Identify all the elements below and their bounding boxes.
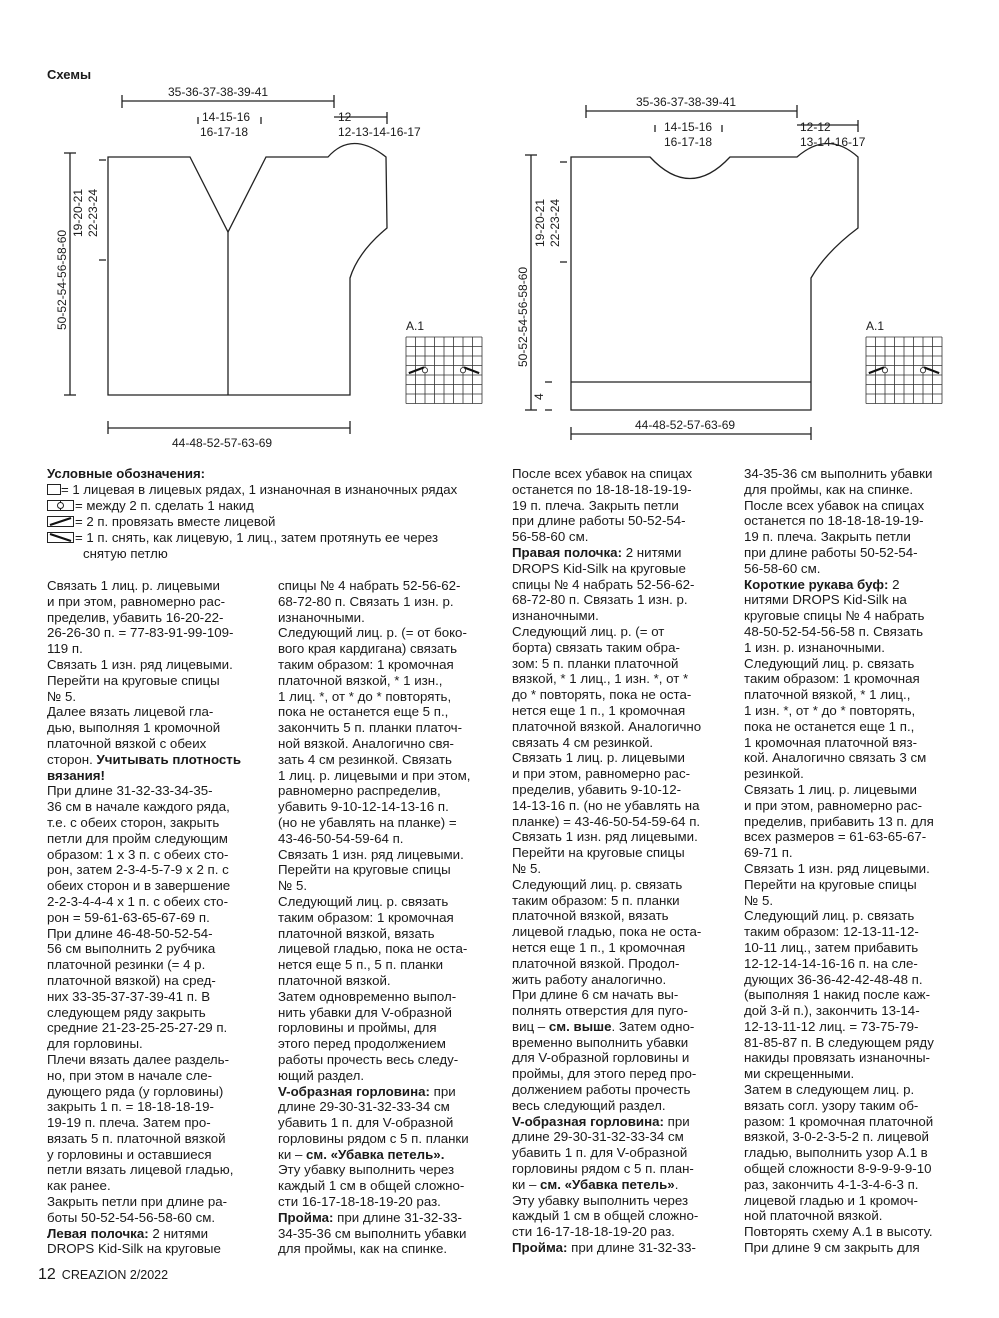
text-line: 48-50-52-54-56-58 п. Связать bbox=[744, 623, 924, 639]
text-line: 12-12-14-14-16-16 п. на сле- bbox=[744, 955, 918, 971]
text-line: 12-13-11-12 лиц. = 73-75-79- bbox=[744, 1018, 919, 1034]
text-line: виц – см. выше. Затем одно- bbox=[512, 1018, 695, 1034]
text-line: Перейти на круговые спицы bbox=[744, 876, 917, 892]
text-line: платочной вязкой, * 1 лиц., bbox=[744, 687, 911, 703]
text-line: спицы № 4 набрать 52-56-62- bbox=[278, 578, 461, 593]
page-number: 12 bbox=[38, 1266, 56, 1283]
yarn-over-icon bbox=[422, 368, 427, 373]
page-footer bbox=[38, 1266, 168, 1284]
yarn-over-icon bbox=[920, 368, 925, 373]
text-line: зать 4 см резинкой. Связать bbox=[278, 751, 452, 767]
text-line: 119 п. bbox=[47, 641, 83, 657]
text-line: круговые спицы № 4 набрать bbox=[744, 608, 925, 624]
text-line: связать 4 см резинкой. bbox=[512, 734, 654, 750]
text-line: нить убавки для V-образной bbox=[278, 1004, 452, 1020]
text-line: 1 изн. р. изнаночными. bbox=[744, 639, 885, 655]
text-line: платочной вязкой. Продол- bbox=[512, 955, 680, 971]
text-line: т.е. с обеих сторон, закрыть bbox=[47, 814, 220, 830]
text-line: для горловины. bbox=[47, 1036, 143, 1052]
text-line: и при этом, равномерно рас- bbox=[47, 593, 226, 609]
cardigan-sleeve-b: 12-13-14-16-17 bbox=[338, 125, 421, 139]
text-line: таким образом: 1 кромочная bbox=[278, 909, 454, 925]
text-line: ной вязкой. Аналогично свя- bbox=[278, 735, 454, 751]
text-line: образом: 1 х 3 п. с обеих сто- bbox=[47, 846, 229, 862]
text-line: Эту убавку выполнить через bbox=[512, 1192, 689, 1208]
text-line: обеих сторон и в завершение bbox=[47, 878, 231, 894]
text-line: сторон. Учитывать плотность bbox=[47, 751, 241, 767]
text-line: сти 16-17-18-18-19-20 раз. bbox=[512, 1224, 675, 1240]
text-line: Связать 1 изн. ряд лицевыми. bbox=[512, 829, 698, 845]
text-line: горловины рядом с 5 п. планки bbox=[278, 1130, 469, 1146]
text-line: 81-85-87 п. В следующем ряду bbox=[744, 1034, 934, 1050]
text-line: рон = 59-61-63-65-67-69 п. bbox=[47, 909, 210, 925]
legend-item: = 1 лицевая в лицевых рядах, 1 изнаночная в изнаночных рядах bbox=[47, 482, 507, 498]
text-line: как ранее. bbox=[47, 1178, 111, 1194]
text-line: горловины и проймы, для bbox=[278, 1020, 437, 1036]
text-line: 19 п. плеча. Закрыть петли bbox=[744, 529, 911, 545]
sweater-sleeve-b: 13-14-16-17 bbox=[800, 135, 866, 149]
text-column-4 bbox=[744, 466, 966, 1256]
text-column-1 bbox=[47, 578, 267, 1257]
text-line: этого перед продолжением bbox=[278, 1036, 446, 1052]
text-line: Затем одновременно выпол- bbox=[278, 988, 457, 1004]
text-line: гладью, выполнить узор А.1 в bbox=[744, 1145, 928, 1161]
legend-item: = между 2 п. сделать 1 накид bbox=[47, 498, 507, 514]
text-line: DROPS Kid-Silk на круговые bbox=[47, 1241, 221, 1257]
text-line: останется по 18-18-18-19-19- bbox=[512, 481, 692, 497]
cardigan-height: 50-52-54-56-58-60 bbox=[55, 229, 69, 330]
text-line: Перейти на круговые спицы bbox=[47, 672, 220, 688]
text-line: закрыть 1 п. = 18-18-18-19- bbox=[47, 1099, 214, 1115]
text-line: 10-11 лиц., затем прибавить bbox=[744, 939, 919, 955]
text-line: кой. Аналогично связать 3 см bbox=[744, 750, 927, 766]
text-line: планке) = 43-46-50-54-59-64 п. bbox=[512, 813, 701, 829]
text-line: борта) связать таким обра- bbox=[512, 639, 680, 655]
text-line: рон, затем 2-3-4-5-7-9 х 2 п. с bbox=[47, 862, 229, 878]
text-column-2 bbox=[278, 578, 500, 1257]
text-line: них 33-35-37-37-39-41 п. В bbox=[47, 988, 211, 1004]
text-line: платочной вязкой. Аналогично bbox=[512, 718, 702, 734]
text-line: 56-58-60 см. bbox=[744, 560, 821, 576]
text-line: для проймы, как на спинке. bbox=[744, 481, 914, 497]
text-line: При длине 9 см закрыть для bbox=[744, 1240, 920, 1256]
text-line: 56-58-60 см. bbox=[512, 529, 589, 545]
text-line: жить работу аналогично. bbox=[512, 971, 667, 987]
text-line: ки – см. «Убавка петель». bbox=[512, 1176, 679, 1192]
text-line: каждый 1 см в общей сложно- bbox=[512, 1208, 699, 1224]
text-column-3 bbox=[512, 466, 734, 1256]
text-line: пределив, убавить 9-10-12- bbox=[512, 781, 682, 797]
text-line: убавить 1 п. для V-образной bbox=[512, 1145, 688, 1161]
text-line: пока не останется еще 1 п., bbox=[744, 718, 915, 734]
legend-item: = 1 п. снять, как лицевую, 1 лиц., затем протянуть ее через снятую петлю bbox=[47, 530, 507, 562]
text-line: Повторять схему А.1 в высоту. bbox=[744, 1224, 933, 1240]
text-line: 19 п. плеча. Закрыть петли bbox=[512, 497, 679, 513]
text-line: нется еще 1 п., 1 кромочная bbox=[512, 702, 686, 718]
text-line: № 5. bbox=[278, 878, 308, 894]
sweater-width-bottom: 44-48-52-57-63-69 bbox=[635, 418, 736, 432]
skp-icon bbox=[47, 532, 75, 543]
text-line: 68-72-80 п. Связать 1 изн. р. bbox=[512, 592, 688, 608]
text-line: при длине работы 50-52-54- bbox=[744, 544, 918, 560]
text-line: платочной резинки (= 4 р. bbox=[47, 957, 206, 973]
text-line: вязкой, * 1 лиц., 1 изн. *, от * bbox=[512, 671, 689, 687]
text-line: средние 21-23-25-25-27-29 п. bbox=[47, 1020, 228, 1036]
text-line: Пройма: при длине 31-32-33- bbox=[512, 1240, 696, 1256]
sweater-outline bbox=[571, 144, 858, 411]
text-line: останется по 18-18-18-19-19- bbox=[744, 513, 924, 529]
text-line: лицевой гладью и 1 кромоч- bbox=[744, 1192, 918, 1208]
knit-square-icon bbox=[47, 484, 61, 495]
cardigan-armhole-b: 22-23-24 bbox=[86, 188, 100, 237]
cardigan-outline bbox=[108, 144, 387, 396]
text-line: После всех убавок на спицах bbox=[512, 466, 693, 481]
text-line: петли для пройм следующим bbox=[47, 830, 228, 846]
cardigan-neck-b: 16-17-18 bbox=[200, 125, 249, 139]
text-line: общей сложности 8-9-9-9-9-10 bbox=[744, 1161, 932, 1177]
chart-a1-sweater bbox=[866, 337, 942, 404]
text-line: работы прочесть весь следу- bbox=[278, 1051, 459, 1067]
text-line: Плечи вязать далее раздель- bbox=[47, 1051, 230, 1067]
text-line: После всех убавок на спицах bbox=[744, 497, 925, 513]
k2tog-icon bbox=[47, 516, 75, 527]
text-line: платочной вязкой, вязать bbox=[512, 908, 669, 924]
text-line: Пройма: при длине 31-32-33- bbox=[278, 1209, 462, 1225]
text-line: вязать согл. узору таким об- bbox=[744, 1097, 919, 1113]
text-line: накиды провязать изнаночны- bbox=[744, 1050, 930, 1066]
text-line: 19-19 п. плеча. Затем про- bbox=[47, 1115, 211, 1131]
cardigan-armhole-a: 19-20-21 bbox=[71, 188, 85, 237]
cardigan-width-top: 35-36-37-38-39-41 bbox=[168, 85, 269, 99]
k2tog-icon bbox=[409, 367, 424, 373]
text-line: горловины рядом с 5 п. план- bbox=[512, 1161, 694, 1177]
text-line: полнять отверстия для пуго- bbox=[512, 1003, 688, 1019]
text-line: Следующий лиц. р. (= от bbox=[512, 623, 665, 639]
text-line: 1 кромочная платочной вяз- bbox=[744, 734, 918, 750]
text-line: 69-71 п. bbox=[744, 845, 793, 861]
cardigan-neck-a: 14-15-16 bbox=[202, 110, 251, 124]
text-line: для V-образной горловины и bbox=[512, 1050, 690, 1066]
text-line: длине 29-30-31-32-33-34 см bbox=[512, 1129, 684, 1145]
text-line: 36 см в начале каждого ряда, bbox=[47, 799, 230, 815]
text-line: должением работы прочесть bbox=[512, 1082, 691, 1098]
text-line: платочной вязкой, вязать bbox=[278, 925, 435, 941]
text-line: V-образная горловина: при bbox=[278, 1083, 456, 1099]
text-line: V-образная горловина: при bbox=[512, 1113, 690, 1129]
text-line: сти 16-17-18-18-19-20 раз. bbox=[278, 1194, 441, 1210]
text-line: дью, выполняя 1 кромочной bbox=[47, 720, 221, 736]
text-line: таким образом: 5 п. планки bbox=[512, 892, 680, 908]
text-line: вязания! bbox=[47, 767, 105, 783]
cardigan-width-bottom: 44-48-52-57-63-69 bbox=[172, 436, 273, 450]
text-line: боты 50-52-54-56-58-60 см. bbox=[47, 1209, 216, 1225]
text-line: для проймы, как на спинке. bbox=[278, 1241, 448, 1257]
text-line: 56 см выполнить 2 рубчика bbox=[47, 941, 216, 957]
magazine-issue: CREAZION 2/2022 bbox=[61, 1268, 169, 1282]
cardigan-sleeve-a: 12 bbox=[338, 110, 352, 124]
text-line: пределив, прибавить 13 п. для bbox=[744, 813, 934, 829]
sweater-armhole-a: 19-20-21 bbox=[533, 198, 547, 247]
text-line: При длине 46-48-50-52-54- bbox=[47, 925, 213, 941]
legend bbox=[47, 466, 507, 562]
text-line: (но не убавлять на планке) = bbox=[278, 814, 457, 830]
text-line: Связать 1 изн. ряд лицевыми. bbox=[744, 860, 930, 876]
text-line: DROPS Kid-Silk на круговые bbox=[512, 560, 686, 576]
text-line: вязать 5 п. платочной вязкой bbox=[47, 1130, 226, 1146]
text-line: таким образом: 1 кромочная bbox=[744, 671, 920, 687]
sweater-width-top: 35-36-37-38-39-41 bbox=[636, 95, 737, 109]
text-line: Связать 1 лиц. р. лицевыми bbox=[744, 781, 917, 797]
text-line: 26-26-30 п. = 77-83-91-99-109- bbox=[47, 625, 234, 641]
text-line: платочной вязкой с обеих bbox=[47, 735, 207, 751]
text-line: нитями DROPS Kid-Silk на bbox=[744, 592, 907, 608]
text-line: таким образом: 12-13-11-12- bbox=[744, 924, 919, 940]
text-line: дой 3-й п.), закончить 13-14- bbox=[744, 1003, 920, 1019]
text-line: 1 лиц. *, от * до * повторять, bbox=[278, 688, 452, 704]
text-line: изнаночными. bbox=[512, 608, 599, 624]
text-line: зом: 5 п. планки платочной bbox=[512, 655, 679, 671]
yarn-over-icon bbox=[882, 368, 887, 373]
text-line: лицевой гладью, пока не оста- bbox=[512, 924, 702, 940]
text-line: ющий раздел. bbox=[278, 1067, 365, 1083]
cardigan-chart-label: A.1 bbox=[406, 319, 425, 333]
text-line: таким образом: 1 кромочная bbox=[278, 656, 454, 672]
skp-icon bbox=[924, 367, 939, 373]
text-line: весь следующий раздел. bbox=[512, 1097, 666, 1113]
text-line: резинкой. bbox=[744, 766, 804, 782]
text-line: Следующий лиц. р. связать bbox=[278, 893, 449, 909]
text-line: При длине 6 см начать вы- bbox=[512, 987, 679, 1003]
text-line: 34-35-36 см выполнить убавки bbox=[278, 1225, 467, 1241]
text-line: спицы № 4 набрать 52-56-62- bbox=[512, 576, 695, 592]
text-line: ми скрещенными. bbox=[744, 1066, 855, 1082]
text-line: временно выполнить убавки bbox=[512, 1034, 689, 1050]
text-line: изнаночными. bbox=[278, 609, 365, 625]
page-heading: Схемы bbox=[47, 67, 92, 82]
text-line: проймы, для этого перед про- bbox=[512, 1066, 697, 1082]
text-line: Перейти на круговые спицы bbox=[512, 845, 685, 861]
legend-title: Условные обозначения: bbox=[47, 466, 206, 481]
text-line: у горловины и оставшиеся bbox=[47, 1146, 212, 1162]
text-line: дующих 36-36-42-42-48-48 п. bbox=[744, 971, 923, 987]
sweater-neck-b: 16-17-18 bbox=[664, 135, 713, 149]
sweater-height: 50-52-54-56-58-60 bbox=[516, 266, 530, 367]
skp-icon bbox=[464, 367, 479, 373]
text-line: нется еще 1 п., 1 кромочная bbox=[512, 939, 686, 955]
text-line: вязкой, 3-0-2-3-5-2 п. лицевой bbox=[744, 1129, 929, 1145]
text-line: убавить 9-10-12-14-13-16 п. bbox=[278, 799, 449, 815]
sweater-armhole-b: 22-23-24 bbox=[548, 198, 562, 247]
text-line: ки – см. «Убавка петель». bbox=[278, 1146, 445, 1162]
text-line: 34-35-36 см выполнить убавки bbox=[744, 466, 933, 481]
text-line: Далее вязать лицевой гла- bbox=[47, 704, 214, 720]
text-line: платочной вязкой) на сред- bbox=[47, 972, 216, 988]
text-line: 1 изн. *, от * до * повторять, bbox=[744, 702, 916, 718]
text-line: Закрыть петли при длине ра- bbox=[47, 1194, 228, 1210]
text-line: 43-46-50-54-59-64 п. bbox=[278, 830, 404, 846]
text-line: Связать 1 лиц. р. лицевыми bbox=[47, 578, 220, 593]
text-line: всех размеров = 61-63-65-67- bbox=[744, 829, 927, 845]
text-line: Эту убавку выполнить через bbox=[278, 1162, 455, 1178]
text-line: № 5. bbox=[47, 688, 77, 704]
text-line: пока не останется еще 5 п., bbox=[278, 704, 449, 720]
text-line: раз, закончить 4-1-3-4-6-3 п. bbox=[744, 1176, 919, 1192]
text-line: каждый 1 см в общей сложно- bbox=[278, 1178, 465, 1194]
text-line: Связать 1 изн. ряд лицевыми. bbox=[47, 656, 233, 672]
text-line: 2-2-3-4-4-4 х 1 п. с обеих сто- bbox=[47, 893, 229, 909]
text-line: № 5. bbox=[512, 860, 542, 876]
text-line: 1 лиц. р. лицевыми и при этом, bbox=[278, 767, 471, 783]
legend-item: = 2 п. провязать вместе лицевой bbox=[47, 514, 507, 530]
sweater-sleeve-a: 12-12 bbox=[800, 120, 831, 134]
text-line: Правая полочка: 2 нитями bbox=[512, 544, 682, 560]
text-line: нется еще 5 п., 5 п. планки bbox=[278, 957, 444, 973]
text-line: При длине 31-32-33-34-35- bbox=[47, 783, 213, 799]
text-line: до * повторять, пока не оста- bbox=[512, 687, 692, 703]
text-line: Связать 1 изн. ряд лицевыми. bbox=[278, 846, 464, 862]
text-line: длине 29-30-31-32-33-34 см bbox=[278, 1099, 450, 1115]
text-line: 14-13-16 п. (но не убавлять на bbox=[512, 797, 700, 813]
k2tog-icon bbox=[869, 367, 884, 373]
sweater-neck-a: 14-15-16 bbox=[664, 120, 713, 134]
text-line: лицевой гладью, пока не оста- bbox=[278, 941, 468, 957]
text-line: (выполняя 1 накид после каж- bbox=[744, 987, 930, 1003]
text-line: убавить 1 п. для V-образной bbox=[278, 1115, 454, 1131]
text-line: но, при этом в начале сле- bbox=[47, 1067, 213, 1083]
text-line: закончить 5 п. планки платоч- bbox=[278, 720, 463, 736]
text-line: равномерно распределив, bbox=[278, 783, 441, 799]
sweater-chart-label: A.1 bbox=[866, 319, 885, 333]
text-line: разом: 1 кромочная платочной bbox=[744, 1113, 934, 1129]
text-line: 68-72-80 п. Связать 1 изн. р. bbox=[278, 593, 454, 609]
chart-a1-cardigan bbox=[406, 337, 482, 404]
text-line: Связать 1 лиц. р. лицевыми bbox=[512, 750, 685, 766]
text-line: Следующий лиц. р. (= от боко- bbox=[278, 625, 467, 641]
text-line: дующего ряда (у горловины) bbox=[47, 1083, 224, 1099]
text-line: Перейти на круговые спицы bbox=[278, 862, 451, 878]
text-line: при длине работы 50-52-54- bbox=[512, 513, 686, 529]
text-line: пределив, убавить 16-20-22- bbox=[47, 609, 224, 625]
yarn-over-icon bbox=[460, 368, 465, 373]
text-line: Следующий лиц. р. связать bbox=[744, 655, 915, 671]
text-line: ной платочной вязкой. bbox=[744, 1208, 883, 1224]
text-line: Следующий лиц. р. связать bbox=[744, 908, 915, 924]
schematics bbox=[0, 0, 999, 460]
text-line: следующем ряду закрыть bbox=[47, 1004, 206, 1020]
yarn-over-icon bbox=[47, 500, 75, 511]
text-line: платочной вязкой, * 1 изн., bbox=[278, 672, 443, 688]
text-line: Затем в следующем лиц. р. bbox=[744, 1082, 915, 1098]
text-line: и при этом, равномерно рас- bbox=[744, 797, 923, 813]
text-line: платочной вязкой. bbox=[278, 972, 391, 988]
text-line: № 5. bbox=[744, 892, 774, 908]
text-line: Следующий лиц. р. связать bbox=[512, 876, 683, 892]
text-line: петли вязать лицевой гладью, bbox=[47, 1162, 234, 1178]
text-line: вого края кардигана) связать bbox=[278, 641, 458, 657]
text-line: и при этом, равномерно рас- bbox=[512, 766, 691, 782]
text-line: Левая полочка: 2 нитями bbox=[47, 1225, 209, 1241]
text-line: Короткие рукава буф: 2 bbox=[744, 576, 900, 592]
sweater-rib: 4 bbox=[532, 393, 546, 400]
